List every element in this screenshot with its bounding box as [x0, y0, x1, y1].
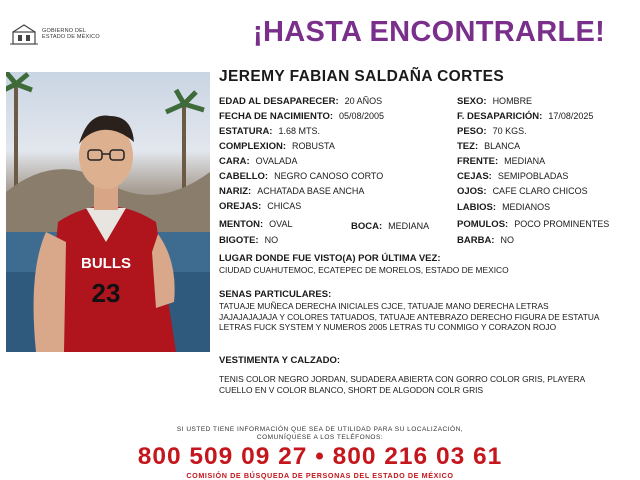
field-value: CAFE CLARO CHICOS [492, 186, 588, 196]
field-label: POMULOS: [457, 219, 509, 230]
field-label: BIGOTE: [219, 235, 259, 246]
field-label: TEZ: [457, 141, 479, 152]
field-label: MENTON: [219, 219, 264, 230]
field-lips [457, 202, 550, 213]
field-label: OREJAS: [219, 201, 262, 212]
person-name: JEREMY FABIAN SALDAÑA CORTES [219, 68, 505, 85]
field-value: OVALADA [255, 156, 298, 166]
field-value: NO [264, 235, 279, 245]
gov-line-1: GOBIERNO DEL [42, 28, 87, 34]
field-weight [457, 126, 527, 137]
field-eyebrows [457, 171, 568, 182]
field-label: FECHA DE NACIMIENTO: [219, 111, 333, 122]
field-value: ACHATADA BASE ANCHA [257, 186, 365, 196]
commission-name: COMISIÓN DE BÚSQUEDA DE PERSONAS DEL ESTADO DE MÉXICO [186, 471, 454, 480]
field-value: SEMIPOBLADAS [497, 171, 569, 181]
field-label: COMPLEXION: [219, 141, 287, 152]
info-line-1: SI USTED TIENE INFORMACIÓN QUE SEA DE UTILIDAD PARA SU LOCALIZACIÓN, [176, 426, 464, 433]
field-height [219, 126, 320, 137]
field-value: NEGRO CANOSO CORTO [274, 171, 384, 181]
field-forehead [457, 156, 545, 167]
missing-person-photo [6, 72, 210, 352]
field-label: ESTATURA: [219, 126, 273, 137]
field-label: EDAD AL DESAPARECER: [219, 96, 339, 107]
field-value: HOMBRE [492, 96, 533, 106]
field-chin [219, 219, 293, 230]
field-label: FRENTE: [457, 156, 499, 167]
field-label: CARA: [219, 156, 250, 167]
field-mouth [351, 221, 429, 232]
field-age [219, 96, 382, 107]
gov-line-2: ESTADO DE MÉXICO [42, 34, 100, 40]
government-logo [10, 22, 130, 46]
field-birthdate [219, 111, 384, 122]
last-seen-title: LUGAR DONDE FUE VISTO(A) POR ÚLTIMA VEZ: [219, 253, 441, 264]
field-mustache [219, 235, 278, 246]
field-value: MEDIANA [388, 221, 430, 231]
field-value: ROBUSTA [292, 141, 335, 151]
field-cheekbones [457, 219, 609, 230]
field-value: MEDIANOS [502, 202, 551, 212]
field-value: 70 KGS. [492, 126, 527, 136]
field-disappearance-date [457, 111, 593, 122]
field-label: CEJAS: [457, 171, 492, 182]
field-label: SEXO: [457, 96, 487, 107]
government-text [42, 28, 100, 40]
field-value: OVAL [269, 219, 293, 229]
field-label: BARBA: [457, 235, 495, 246]
state-seal-icon [10, 22, 40, 46]
field-value: BLANCA [484, 141, 521, 151]
field-value: POCO PROMINENTES [514, 219, 610, 229]
headline: ¡HASTA ENCONTRARLE! [253, 16, 606, 48]
field-value: 17/08/2025 [548, 111, 594, 121]
field-label: OJOS: [457, 186, 487, 197]
field-beard [457, 235, 514, 246]
field-value: MEDIANA [504, 156, 546, 166]
field-label: NARIZ: [219, 186, 252, 197]
marks-title: SENAS PARTICULARES: [219, 289, 332, 300]
field-ears [219, 201, 301, 212]
clothing-text: TENIS COLOR NEGRO JORDAN, SUDADERA ABIERTA CON GORRO COLOR GRIS, PLAYERA CUELLO EN V COLOR BLANCO, SHORT DE ALGODON COLR GRIS [219, 374, 585, 395]
person-photo-illustration [6, 72, 210, 352]
field-complexion [457, 141, 520, 152]
field-build [219, 141, 335, 152]
info-line-2: COMUNÍQUESE A LOS TELÉFONOS: [256, 434, 384, 441]
field-face [219, 156, 297, 167]
marks-text: TATUAJE MUÑECA DERECHA INICIALES CJCE, TATUAJE MANO DERECHA LETRAS JAJAJAJAJAJA Y COLORES TATUADOS, TATUAJE ANTEBRAZO DERECHO FIGURA DE ESTATUA LETRAS FUCK SYSTEM Y NUMEROS 2005 LETRAS TU CONMIGO Y CORAZON ROJO [219, 301, 600, 332]
field-label: CABELLO: [219, 171, 269, 182]
clothing-title: VESTIMENTA Y CALZADO: [219, 355, 341, 366]
svg-text:BULLS: BULLS [81, 255, 131, 272]
field-value: 05/08/2005 [339, 111, 385, 121]
field-label: F. DESAPARICIÓN: [457, 111, 543, 122]
field-value: 1.68 MTS. [278, 126, 320, 136]
field-label: PESO: [457, 126, 487, 137]
field-value: 20 AÑOS [344, 96, 383, 106]
field-label: BOCA: [351, 221, 383, 232]
field-sex [457, 96, 532, 107]
field-label: LABIOS: [457, 202, 497, 213]
svg-text:23: 23 [91, 278, 121, 308]
field-hair [219, 171, 383, 182]
field-value: NO [500, 235, 514, 245]
field-eyes [457, 186, 588, 197]
field-nose [219, 186, 364, 197]
phone-numbers: 800 509 09 27 • 800 216 03 61 [137, 443, 503, 470]
last-seen-text: CIUDAD CUAHUTEMOC, ECATEPEC DE MORELOS, ESTADO DE MEXICO [219, 265, 509, 275]
field-value: CHICAS [267, 201, 302, 211]
